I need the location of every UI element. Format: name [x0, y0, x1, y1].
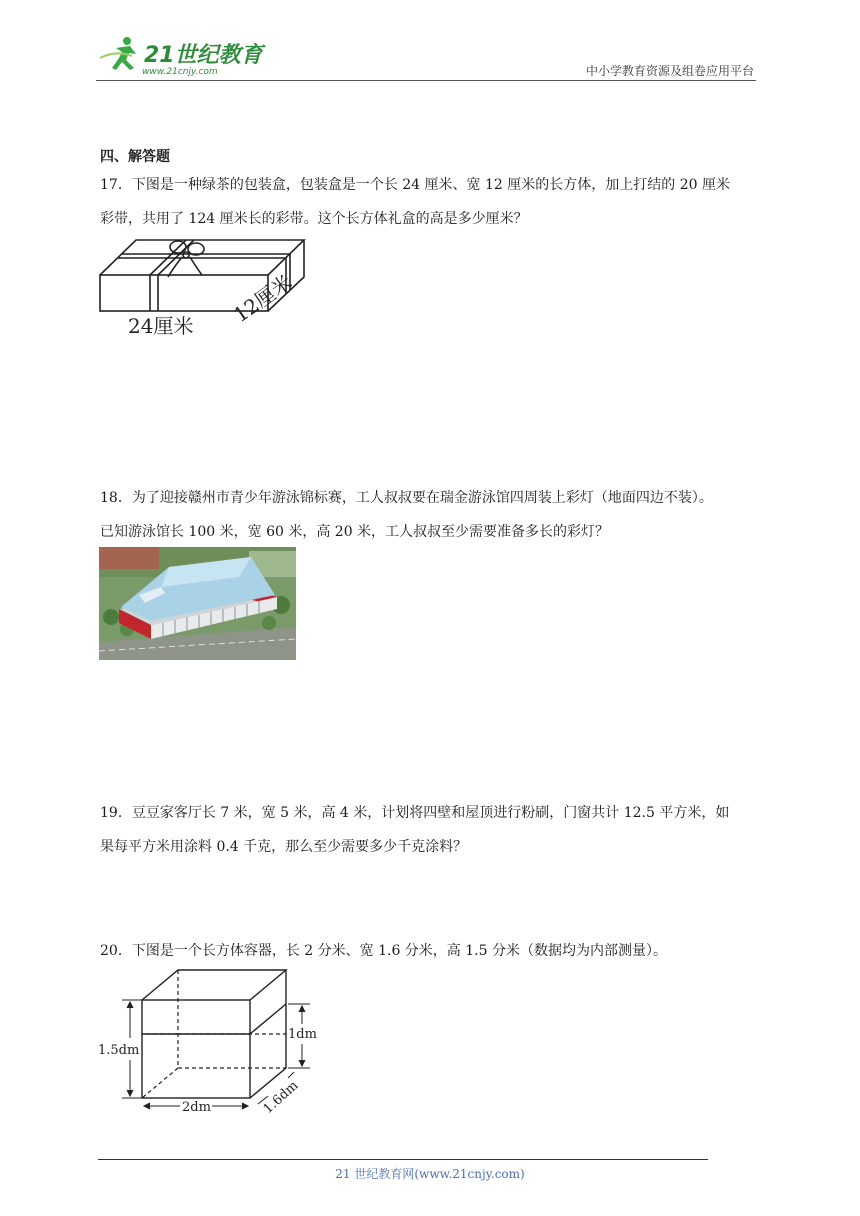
question-17: [100, 168, 760, 236]
question-text-line1: 豆豆家客厅长 7 米，宽 5 米，高 4 米，计划将四壁和屋顶进行粉刷，门窗共计 12.5 平方米，如: [131, 805, 730, 821]
container-figure: [98, 968, 323, 1123]
question-20: [100, 934, 760, 968]
logo-text: 21世纪教育: [144, 43, 263, 68]
question-text-line1: 下图是一种绿茶的包装盒，包装盒是一个长 24 厘米、宽 12 厘米的长方体，加上打结的 20 厘米: [131, 177, 730, 193]
logo-url: www.21cnjy.com: [142, 67, 218, 77]
question-text-line1: 为了迎接赣州市青少年游泳锦标赛，工人叔叔要在瑞金游泳馆四周装上彩灯（地面四边不装）。: [131, 490, 713, 506]
runner-logo-icon: [100, 37, 136, 70]
question-number: 19．: [100, 805, 132, 821]
gift-box-figure: [98, 237, 308, 337]
section-title: 四、解答题: [100, 149, 170, 165]
gift-length-label: 24厘米: [128, 314, 194, 337]
question-text-line2: 彩带，共用了 124 厘米长的彩带。这个长方体礼盒的高是多少厘米？: [100, 211, 528, 227]
question-number: 18．: [100, 490, 132, 506]
swimming-hall-photo: [99, 547, 296, 660]
box-width-label: 1.6dm: [260, 1078, 302, 1117]
header-platform-name: 中小学教育资源及组卷应用平台: [585, 64, 754, 78]
footer-link[interactable]: 21 世纪教育网(www.21cnjy.com): [335, 1167, 525, 1181]
question-19: [100, 796, 760, 864]
site-logo: [96, 30, 266, 80]
box-height-label: 1.5dm: [98, 1043, 140, 1058]
header-divider: [96, 80, 756, 81]
box-water-label: 1dm: [288, 1027, 317, 1042]
question-text-line2: 已知游泳馆长 100 米，宽 60 米，高 20 米，工人叔叔至少需要准备多长的彩灯？: [100, 524, 610, 540]
question-text-line2: 果每平方米用涂料 0.4 千克，那么至少需要多少千克涂料？: [100, 839, 468, 855]
question-number: 17．: [100, 177, 132, 193]
box-length-label: 2dm: [182, 1100, 211, 1115]
question-18: [100, 481, 760, 549]
question-text-line1: 下图是一个长方体容器，长 2 分米、宽 1.6 分米，高 1.5 分米（数据均为内部测量）。: [131, 943, 667, 959]
gift-width-label: 12厘米: [229, 269, 297, 328]
footer-divider: [98, 1159, 708, 1160]
question-number: 20．: [100, 943, 132, 959]
